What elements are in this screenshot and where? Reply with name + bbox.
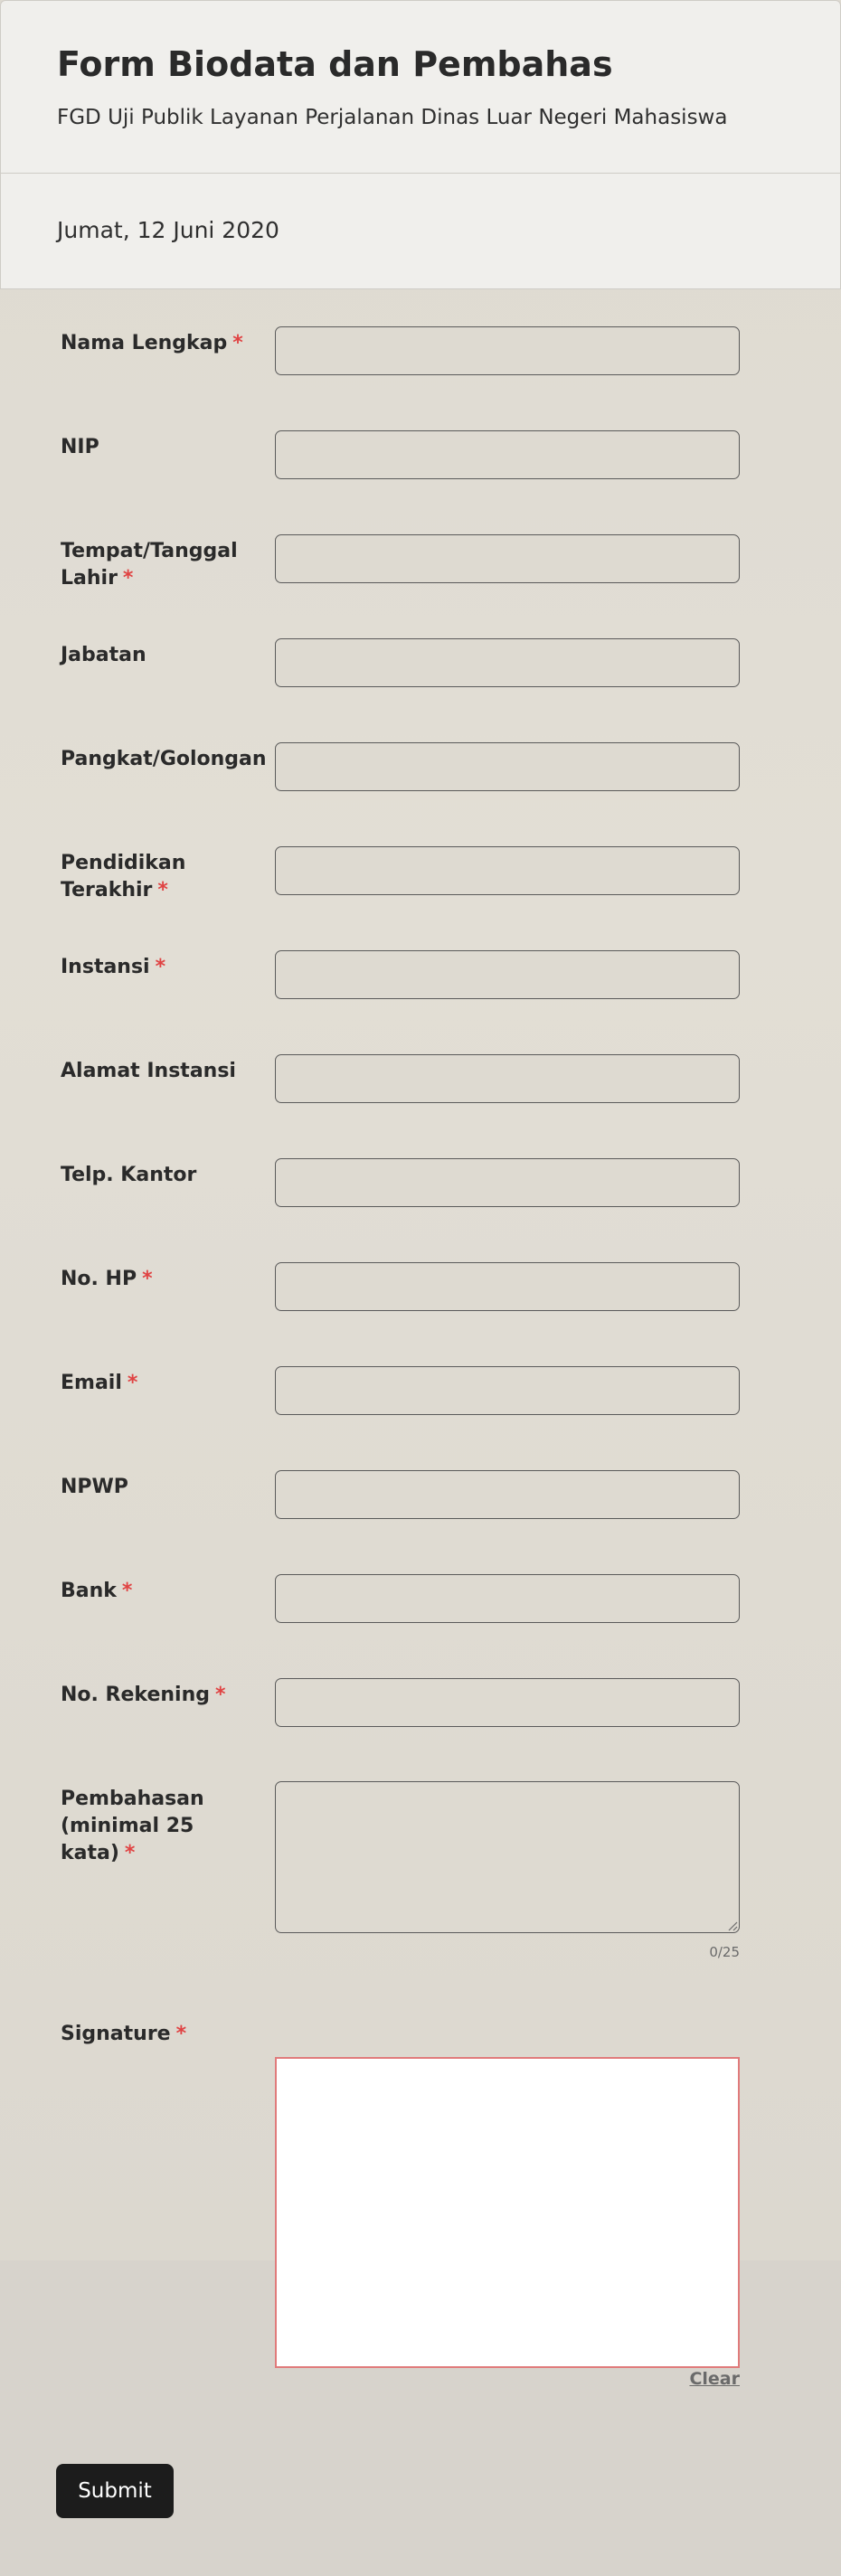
label-signature: Signature * <box>61 2023 187 2045</box>
label-pembahasan: Pembahasan (minimal 25 kata) * <box>61 1788 204 1864</box>
required-marker: * <box>155 956 166 978</box>
bank-input[interactable] <box>275 1574 740 1623</box>
form-subtitle: FGD Uji Publik Layanan Perjalanan Dinas Luar Negeri Mahasiswa <box>57 106 728 129</box>
date-text: Jumat, 12 Juni 2020 <box>57 217 279 243</box>
label-pendidikan-terakhir: Pendidikan Terakhir * <box>61 852 186 901</box>
label-npwp: NPWP <box>61 1476 128 1498</box>
resize-grip-icon[interactable] <box>727 1920 738 1931</box>
nama-lengkap-input[interactable] <box>275 326 740 375</box>
form-title: Form Biodata dan Pembahas <box>57 44 613 84</box>
label-telp-kantor: Telp. Kantor <box>61 1164 197 1186</box>
label-no-rekening: No. Rekening * <box>61 1684 226 1706</box>
label-nip: NIP <box>61 436 99 458</box>
form-header <box>0 0 841 174</box>
required-marker: * <box>157 879 168 901</box>
pendidikan-terakhir-input[interactable] <box>275 846 740 895</box>
required-marker: * <box>214 1684 226 1706</box>
label-alamat-instansi: Alamat Instansi <box>61 1060 236 1082</box>
date-section <box>0 174 841 289</box>
instansi-input[interactable] <box>275 950 740 999</box>
jabatan-input[interactable] <box>275 638 740 687</box>
required-marker: * <box>121 1580 133 1602</box>
alamat-instansi-input[interactable] <box>275 1054 740 1103</box>
label-instansi: Instansi * <box>61 956 166 978</box>
tempat-tanggal-lahir-input[interactable] <box>275 534 740 583</box>
required-marker: * <box>232 332 243 354</box>
no-hp-input[interactable] <box>275 1262 740 1311</box>
telp-kantor-input[interactable] <box>275 1158 740 1207</box>
label-nama-lengkap: Nama Lengkap * <box>61 332 243 354</box>
nip-input[interactable] <box>275 430 740 479</box>
label-bank: Bank * <box>61 1580 133 1602</box>
signature-pad[interactable] <box>275 2057 740 2368</box>
required-marker: * <box>122 567 134 590</box>
submit-button[interactable]: Submit <box>56 2464 174 2518</box>
label-pangkat-golongan: Pangkat/Golongan <box>61 748 267 770</box>
word-counter: 0/25 <box>709 1944 740 1960</box>
required-marker: * <box>124 1842 136 1864</box>
label-jabatan: Jabatan <box>61 644 146 666</box>
pangkat-golongan-input[interactable] <box>275 742 740 791</box>
required-marker: * <box>127 1372 138 1394</box>
npwp-input[interactable] <box>275 1470 740 1519</box>
label-email: Email * <box>61 1372 138 1394</box>
required-marker: * <box>142 1268 153 1290</box>
pembahasan-textarea[interactable] <box>275 1781 740 1933</box>
label-no-hp: No. HP * <box>61 1268 153 1290</box>
clear-signature-link[interactable]: Clear <box>689 2369 740 2389</box>
email-input[interactable] <box>275 1366 740 1415</box>
required-marker: * <box>175 2023 187 2045</box>
no-rekening-input[interactable] <box>275 1678 740 1727</box>
label-tempat-tanggal-lahir: Tempat/Tanggal Lahir * <box>61 540 238 590</box>
